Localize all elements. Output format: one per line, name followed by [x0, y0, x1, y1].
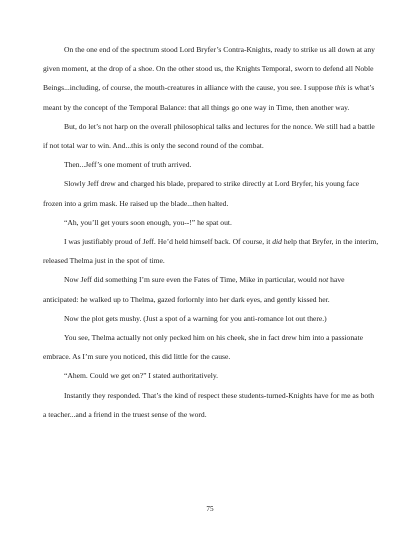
emphasis: this — [334, 83, 346, 93]
paragraph-1: On the one end of the spectrum stood Lord Bryfer’s Contra-Knights, ready to strike us all down at any given moment, at the drop of a shoe. On the other stood us, the Knights Temporal, sworn to defend all Noble Beings...including, of course, the mouth-creatures in alliance with the cause, you see. I suppose this is what’s meant by the concept of the Temporal Balance: that all things go one way in Time, then another way. — [43, 45, 375, 112]
emphasis: did — [272, 237, 282, 247]
emphasis: not — [318, 275, 329, 285]
paragraph-5: “Ah, you’ll get yours soon enough, you--!” he spat out. — [64, 217, 232, 227]
paragraph-3: Then...Jeff’s one moment of truth arrived. — [64, 160, 192, 170]
body-text — [43, 40, 379, 424]
paragraph-6: I was justifiably proud of Jeff. He’d held himself back. Of course, it did help that Bryfer, in the interim, released Thelma just in the spot of time. — [43, 237, 379, 266]
paragraph-11: Instantly they responded. That’s the kind of respect these students-turned-Knights have for me as both a teacher...and a friend in the truest sense of the word. — [43, 390, 375, 419]
paragraph-7: Now Jeff did something I’m sure even the Fates of Time, Mike in particular, would not have anticipated: he walked up to Thelma, gazed forlornly into her dark eyes, and gently kissed her. — [43, 275, 345, 304]
paragraph-9: You see, Thelma actually not only pecked him on his cheek, she in fact drew him into a passionate embrace. As I’m sure you noticed, this did little for the cause. — [43, 333, 363, 362]
paragraph-8: Now the plot gets mushy. (Just a spot of a warning for you anti-romance lot out there.) — [64, 313, 327, 323]
page-number: 75 — [206, 505, 214, 513]
paragraph-10: “Ahem. Could we get on?” I stated authoritatively. — [64, 371, 219, 381]
paragraph-2: But, do let’s not harp on the overall philosophical talks and lectures for the nonce. We still had a battle if not total war to win. And...this is only the second round of the combat. — [43, 121, 375, 151]
paragraph-4: Slowly Jeff drew and charged his blade, prepared to strike directly at Lord Bryfer, his young face frozen into a grim mask. He raised up the blade...then halted. — [43, 179, 360, 208]
